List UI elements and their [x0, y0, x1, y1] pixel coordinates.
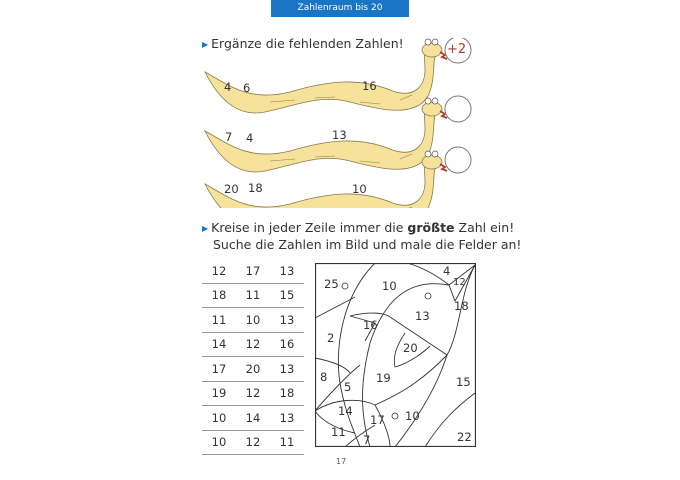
- chapter-banner: Zahlenraum bis 20: [271, 0, 409, 17]
- picture-number[interactable]: 19: [376, 371, 391, 385]
- snake1-number: 6: [243, 81, 251, 95]
- picture-number[interactable]: 18: [454, 299, 469, 313]
- picture-number[interactable]: 25: [324, 277, 339, 291]
- snake3-number: 10: [352, 182, 367, 196]
- picture-number[interactable]: 10: [405, 409, 420, 423]
- snake2-number: 7: [225, 130, 233, 144]
- snake2-number: 13: [332, 128, 347, 142]
- number-table: [202, 259, 304, 455]
- task1-text: Ergänze die fehlenden Zahlen!: [211, 36, 404, 51]
- snake1-number: 4: [224, 80, 232, 94]
- picture-number[interactable]: 11: [331, 425, 346, 439]
- picture-number[interactable]: 7: [363, 433, 371, 447]
- snake-exercise: [195, 38, 485, 208]
- page-number: 17: [336, 457, 347, 466]
- table-row: 18 11 15: [202, 284, 304, 309]
- picture-number[interactable]: 13: [415, 309, 430, 323]
- picture-number[interactable]: 22: [457, 430, 472, 444]
- picture-number[interactable]: 14: [338, 404, 353, 418]
- picture-number[interactable]: 4: [443, 264, 451, 278]
- snake2-number: 4: [246, 131, 254, 145]
- table-row: 19 12 18: [202, 382, 304, 407]
- picture-number[interactable]: 10: [382, 279, 397, 293]
- table-row: 10 14 13: [202, 406, 304, 431]
- picture-number[interactable]: 12: [453, 277, 466, 288]
- picture-number[interactable]: 5: [344, 380, 352, 394]
- picture-number[interactable]: 15: [456, 375, 471, 389]
- step-bubble: +2: [447, 42, 467, 57]
- picture-number[interactable]: 2: [327, 331, 335, 345]
- table-row: 10 12 11: [202, 431, 304, 456]
- color-by-number-picture[interactable]: [315, 263, 476, 447]
- picture-number[interactable]: 20: [403, 341, 418, 355]
- picture-number[interactable]: 8: [320, 370, 328, 384]
- triangle-bullet-icon: ▶: [202, 223, 209, 233]
- table-row: 17 20 13: [202, 357, 304, 382]
- snake3-number: 18: [248, 181, 263, 195]
- snake1-number: 16: [362, 79, 377, 93]
- picture-number[interactable]: 17: [370, 413, 385, 427]
- snake3-number: 20: [224, 182, 239, 196]
- picture-number[interactable]: 16: [363, 318, 378, 332]
- triangle-bullet-icon: ▶: [202, 39, 209, 49]
- table-row: 14 12 16: [202, 333, 304, 358]
- table-row: 11 10 13: [202, 308, 304, 333]
- task2-instruction: ▶ Kreise in jeder Zeile immer die größte Zahl ein! Suche die Zahlen im Bild und male die Felder an!: [202, 220, 522, 252]
- table-row: 12 17 13: [202, 259, 304, 284]
